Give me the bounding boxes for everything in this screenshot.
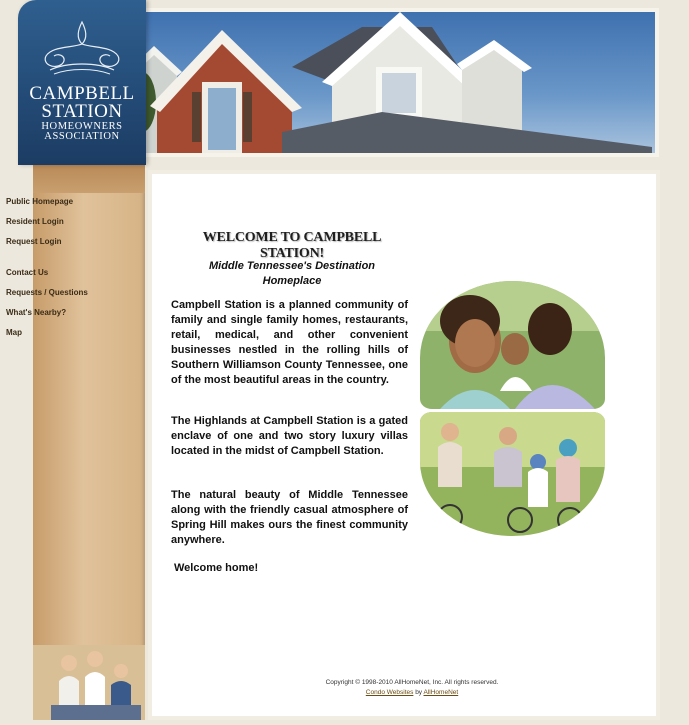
page-title: WELCOME TO CAMPBELL STATION!: [202, 230, 382, 261]
main-content: [148, 170, 660, 720]
welcome-home-text: Welcome home!: [174, 562, 259, 574]
subtitle-line2: Homeplace: [262, 275, 322, 287]
logo-text-station: STATION: [41, 101, 123, 122]
family-photo: [33, 645, 145, 720]
highlands-paragraph: The Highlands at Campbell Station is a gated enclave of one and two story luxury villas located in the midst of Campbell Station.: [171, 415, 408, 457]
logo-text-campbell: CAMPBELL: [29, 83, 135, 104]
footer-links: [272, 688, 552, 698]
hoa-logo[interactable]: [18, 0, 146, 165]
footer-by-text: by: [415, 689, 423, 696]
allhomenet-link[interactable]: AllHomeNet: [423, 689, 459, 696]
intro-paragraph: Campbell Station is a planned community of family and single family homes, restaurants, retail, medical, and other convenient businesses nestled in the rolling hills of Southern Williamson County Tennessee, one of the most beautiful areas in the country.: [171, 299, 408, 386]
page-subtitle: [192, 259, 392, 289]
nav-resident-login[interactable]: Resident Login: [6, 217, 64, 226]
beauty-paragraph: The natural beauty of Middle Tennessee along with the friendly casual atmosphere of Spring Hill makes ours the finest community anywhere.: [171, 489, 408, 546]
footer: [272, 678, 552, 698]
nav-request-login[interactable]: Request Login: [6, 237, 62, 246]
subtitle-line1: Middle Tennessee's Destination: [208, 260, 376, 272]
site-header: [0, 0, 689, 165]
condo-websites-link[interactable]: Condo Websites: [365, 689, 414, 696]
nav-contact-us[interactable]: Contact Us: [6, 268, 49, 277]
family-biking-photo: [420, 412, 605, 536]
nav-public-homepage[interactable]: Public Homepage: [6, 197, 74, 206]
nav-requests-questions[interactable]: Requests / Questions: [6, 288, 88, 297]
nav-spacer: [6, 255, 88, 266]
logo-text-association: ASSOCIATION: [44, 131, 120, 142]
logo-text-homeowners: HOMEOWNERS: [41, 121, 123, 132]
sidebar-nav: [6, 195, 88, 346]
nav-map[interactable]: Map: [6, 328, 22, 337]
sidebar-top-band: [33, 165, 145, 193]
house-banner-image: [128, 8, 659, 157]
nav-whats-nearby[interactable]: What's Nearby?: [6, 308, 67, 317]
swan-curl-ornament-icon: [32, 18, 132, 78]
family-portrait-photo: [420, 281, 605, 409]
copyright-text: Copyright © 1998-2010 AllHomeNet, Inc. All rights reserved.: [325, 679, 499, 686]
